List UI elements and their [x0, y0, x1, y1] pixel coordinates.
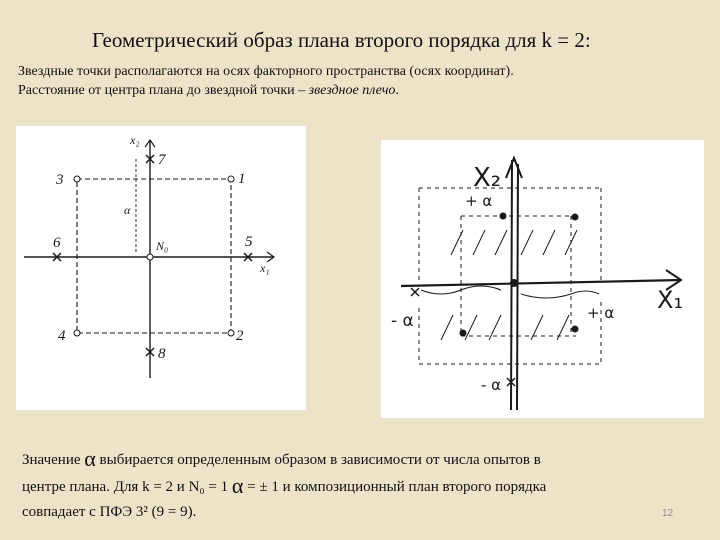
footer-line-3: совпадает с ПФЭ 3² (9 = 9). — [22, 504, 197, 520]
plus-alpha-right: + α — [587, 304, 615, 322]
point-label-5: 5 — [245, 234, 253, 250]
X2-axis-label: X₂ — [473, 163, 502, 193]
plan-square — [77, 179, 231, 333]
sketch-point-top-right — [572, 214, 579, 221]
minus-alpha-bottom: - α — [481, 376, 502, 394]
center-label: N₀ — [156, 239, 169, 253]
hand-sketch-diagram — [381, 140, 704, 418]
point-label-3: 3 — [56, 172, 64, 188]
sketch-star-left — [411, 288, 419, 296]
point-center — [147, 254, 153, 260]
minus-alpha-left: - α — [391, 311, 414, 331]
star-arm-term: звездное плечо — [308, 83, 396, 98]
intro-text — [18, 62, 708, 100]
point-2 — [228, 330, 234, 336]
star-plan-diagram — [16, 126, 306, 410]
sketch-point-top-left — [500, 213, 507, 220]
x2-axis-label: x₂ — [130, 133, 140, 147]
slide-title: Геометрический образ плана второго порядка для k = 2: — [92, 28, 591, 52]
left-brace — [421, 286, 501, 294]
X2-arrow-icon — [506, 158, 522, 178]
footer-line-2-start: центре плана. Для k = 2 и N₀ = 1 — [22, 479, 229, 495]
point-1 — [228, 176, 234, 182]
page-number: 12 — [662, 508, 674, 519]
point-3 — [74, 176, 80, 182]
point-label-1: 1 — [238, 171, 246, 187]
right-brace — [521, 291, 599, 298]
point-label-4: 4 — [58, 328, 66, 344]
plus-alpha-top: + α — [465, 192, 493, 210]
footer-line-1-end: выбирается определенным образом в зависимости от числа опытов в — [99, 452, 541, 468]
footer-line-1 — [22, 446, 712, 473]
point-label-2: 2 — [236, 328, 244, 344]
point-label-7: 7 — [158, 152, 166, 168]
point-4 — [74, 330, 80, 336]
footer-line-2 — [22, 473, 712, 500]
footer-line-2-end: = ± 1 и композиционный план второго порядка — [243, 479, 547, 495]
intro-line-2-suffix: . — [395, 83, 399, 98]
footer-text — [22, 446, 712, 525]
arm-label: α — [124, 203, 131, 217]
intro-line-1: Звездные точки располагаются на осях факторного пространства (осях координат). — [18, 64, 514, 79]
sketch-point-bottom-right — [572, 326, 579, 333]
alpha-symbol-2: α — [231, 473, 244, 498]
intro-line-2 — [18, 81, 708, 100]
sketch-point-bottom-left — [460, 330, 467, 337]
alpha-symbol: α — [84, 446, 96, 471]
point-label-6: 6 — [53, 235, 61, 251]
X1-axis-label: X₁ — [657, 286, 684, 314]
X1-axis-line — [401, 280, 681, 286]
x1-axis-label: x₁ — [260, 261, 270, 275]
upper-hatching — [451, 230, 577, 255]
point-label-8: 8 — [158, 346, 166, 362]
intro-line-2-prefix: Расстояние от центра плана до звездной точки – — [18, 83, 309, 98]
sketch-point-center — [510, 279, 518, 287]
X2-axis-line-2 — [517, 164, 518, 410]
footer-line-1-start: Значение — [22, 452, 81, 468]
